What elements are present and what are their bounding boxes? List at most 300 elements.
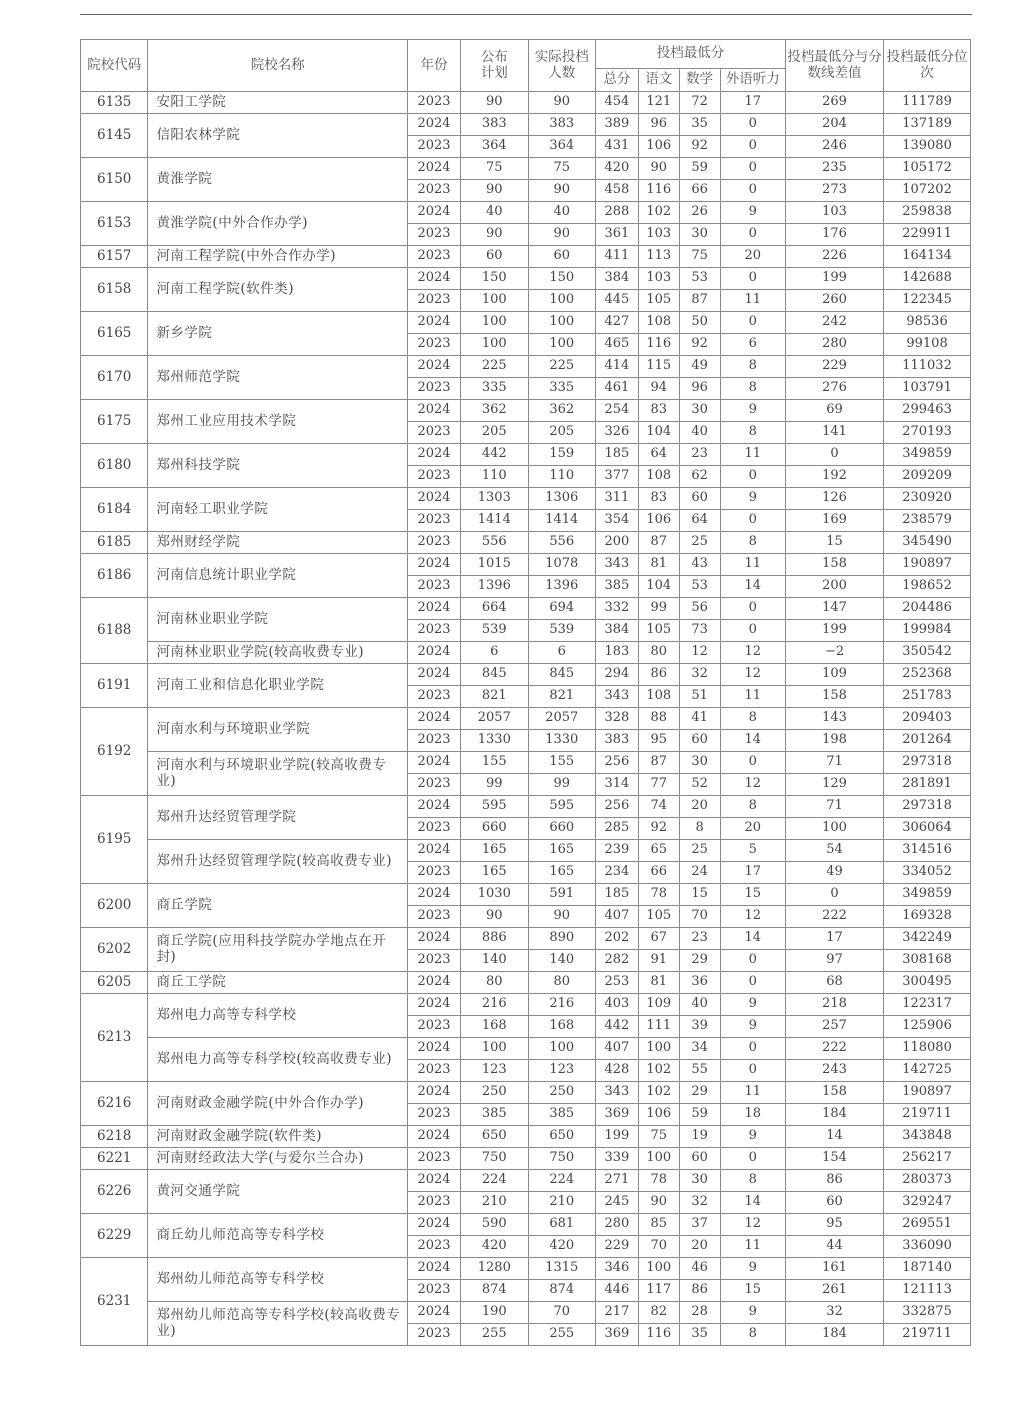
year-cell: 2024	[407, 928, 460, 950]
listening-cell: 8	[720, 1324, 785, 1346]
rank-cell: 306064	[884, 818, 971, 840]
year-cell: 2024	[407, 994, 460, 1016]
table-row	[81, 1170, 971, 1192]
diff-cell: 147	[785, 598, 883, 620]
header-code: 院校代码	[81, 40, 148, 92]
table-row	[81, 1302, 971, 1324]
listening-cell: 8	[720, 532, 785, 554]
total-cell: 234	[595, 862, 638, 884]
total-cell: 383	[595, 730, 638, 752]
total-cell: 185	[595, 884, 638, 906]
school-name: 郑州幼儿师范高等专科学校	[148, 1258, 408, 1302]
total-cell: 384	[595, 620, 638, 642]
header-year: 年份	[407, 40, 460, 92]
actual-cell: 364	[528, 136, 595, 158]
chinese-cell: 92	[638, 818, 679, 840]
listening-cell: 9	[720, 1258, 785, 1280]
math-cell: 53	[679, 576, 720, 598]
actual-cell: 539	[528, 620, 595, 642]
math-cell: 24	[679, 862, 720, 884]
math-cell: 70	[679, 906, 720, 928]
listening-cell: 11	[720, 686, 785, 708]
plan-cell: 224	[461, 1170, 528, 1192]
rank-cell: 111789	[884, 92, 971, 114]
diff-cell: 276	[785, 378, 883, 400]
year-cell: 2023	[407, 686, 460, 708]
chinese-cell: 78	[638, 1170, 679, 1192]
diff-cell: 200	[785, 576, 883, 598]
math-cell: 40	[679, 994, 720, 1016]
total-cell: 454	[595, 92, 638, 114]
plan-cell: 165	[461, 862, 528, 884]
listening-cell: 0	[720, 620, 785, 642]
math-cell: 60	[679, 488, 720, 510]
math-cell: 29	[679, 1082, 720, 1104]
chinese-cell: 67	[638, 928, 679, 950]
year-cell: 2024	[407, 488, 460, 510]
plan-cell: 886	[461, 928, 528, 950]
total-cell: 465	[595, 334, 638, 356]
rank-cell: 259838	[884, 202, 971, 224]
plan-cell: 385	[461, 1104, 528, 1126]
year-cell: 2024	[407, 884, 460, 906]
chinese-cell: 66	[638, 862, 679, 884]
actual-cell: 99	[528, 774, 595, 796]
diff-cell: 176	[785, 224, 883, 246]
school-code: 6145	[81, 114, 148, 158]
diff-cell: 15	[785, 532, 883, 554]
math-cell: 15	[679, 884, 720, 906]
listening-cell: 11	[720, 554, 785, 576]
total-cell: 377	[595, 466, 638, 488]
rank-cell: 142725	[884, 1060, 971, 1082]
year-cell: 2023	[407, 862, 460, 884]
plan-cell: 210	[461, 1192, 528, 1214]
school-name: 郑州电力高等专科学校	[148, 994, 408, 1038]
year-cell: 2024	[407, 1214, 460, 1236]
year-cell: 2023	[407, 730, 460, 752]
total-cell: 346	[595, 1258, 638, 1280]
plan-cell: 75	[461, 158, 528, 180]
year-cell: 2024	[407, 1302, 460, 1324]
school-code: 6226	[81, 1170, 148, 1214]
total-cell: 407	[595, 906, 638, 928]
table-row	[81, 884, 971, 906]
diff-cell: 69	[785, 400, 883, 422]
chinese-cell: 78	[638, 884, 679, 906]
table-row	[81, 1214, 971, 1236]
actual-cell: 650	[528, 1126, 595, 1148]
actual-cell: 90	[528, 224, 595, 246]
plan-cell: 225	[461, 356, 528, 378]
total-cell: 280	[595, 1214, 638, 1236]
listening-cell: 14	[720, 576, 785, 598]
math-cell: 75	[679, 246, 720, 268]
actual-cell: 159	[528, 444, 595, 466]
rank-cell: 342249	[884, 928, 971, 950]
school-name: 郑州升达经贸管理学院(较高收费专业)	[148, 840, 408, 884]
total-cell: 445	[595, 290, 638, 312]
plan-cell: 335	[461, 378, 528, 400]
math-cell: 64	[679, 510, 720, 532]
math-cell: 19	[679, 1126, 720, 1148]
total-cell: 389	[595, 114, 638, 136]
diff-cell: 0	[785, 884, 883, 906]
year-cell: 2023	[407, 1236, 460, 1258]
math-cell: 30	[679, 752, 720, 774]
actual-cell: 681	[528, 1214, 595, 1236]
rank-cell: 299463	[884, 400, 971, 422]
header-plan: 公布计划	[461, 40, 528, 92]
chinese-cell: 105	[638, 290, 679, 312]
plan-cell: 2057	[461, 708, 528, 730]
total-cell: 229	[595, 1236, 638, 1258]
diff-cell: 198	[785, 730, 883, 752]
plan-cell: 255	[461, 1324, 528, 1346]
diff-cell: 32	[785, 1302, 883, 1324]
listening-cell: 0	[720, 1148, 785, 1170]
plan-cell: 874	[461, 1280, 528, 1302]
rank-cell: 209403	[884, 708, 971, 730]
chinese-cell: 102	[638, 1060, 679, 1082]
top-rule	[80, 14, 972, 15]
actual-cell: 80	[528, 972, 595, 994]
diff-cell: 204	[785, 114, 883, 136]
plan-cell: 90	[461, 224, 528, 246]
rank-cell: 336090	[884, 1236, 971, 1258]
table-row	[81, 972, 971, 994]
rank-cell: 122345	[884, 290, 971, 312]
diff-cell: 229	[785, 356, 883, 378]
listening-cell: 9	[720, 488, 785, 510]
table-row	[81, 554, 971, 576]
school-code: 6135	[81, 92, 148, 114]
total-cell: 427	[595, 312, 638, 334]
listening-cell: 12	[720, 664, 785, 686]
school-code: 6157	[81, 246, 148, 268]
math-cell: 26	[679, 202, 720, 224]
chinese-cell: 105	[638, 620, 679, 642]
plan-cell: 660	[461, 818, 528, 840]
chinese-cell: 104	[638, 576, 679, 598]
plan-cell: 155	[461, 752, 528, 774]
listening-cell: 0	[720, 510, 785, 532]
total-cell: 314	[595, 774, 638, 796]
year-cell: 2024	[407, 1038, 460, 1060]
rank-cell: 105172	[884, 158, 971, 180]
school-name: 郑州工业应用技术学院	[148, 400, 408, 444]
listening-cell: 8	[720, 422, 785, 444]
actual-cell: 224	[528, 1170, 595, 1192]
year-cell: 2024	[407, 708, 460, 730]
school-name: 河南林业职业学院	[148, 598, 408, 642]
actual-cell: 383	[528, 114, 595, 136]
school-name: 河南财经政法大学(与爱尔兰合办)	[148, 1148, 408, 1170]
total-cell: 328	[595, 708, 638, 730]
chinese-cell: 103	[638, 268, 679, 290]
header-actual: 实际投档人数	[528, 40, 595, 92]
plan-cell: 100	[461, 312, 528, 334]
diff-cell: 169	[785, 510, 883, 532]
table-row	[81, 488, 971, 510]
chinese-cell: 64	[638, 444, 679, 466]
actual-cell: 1306	[528, 488, 595, 510]
header-math: 数学	[679, 69, 720, 92]
listening-cell: 18	[720, 1104, 785, 1126]
rank-cell: 281891	[884, 774, 971, 796]
school-name: 郑州升达经贸管理学院	[148, 796, 408, 840]
listening-cell: 0	[720, 114, 785, 136]
plan-cell: 123	[461, 1060, 528, 1082]
year-cell: 2023	[407, 1280, 460, 1302]
plan-cell: 99	[461, 774, 528, 796]
chinese-cell: 121	[638, 92, 679, 114]
actual-cell: 821	[528, 686, 595, 708]
year-cell: 2024	[407, 356, 460, 378]
header-chinese: 语文	[638, 69, 679, 92]
year-cell: 2023	[407, 576, 460, 598]
listening-cell: 15	[720, 884, 785, 906]
actual-cell: 123	[528, 1060, 595, 1082]
math-cell: 60	[679, 730, 720, 752]
diff-cell: 49	[785, 862, 883, 884]
diff-cell: 129	[785, 774, 883, 796]
rank-cell: 334052	[884, 862, 971, 884]
total-cell: 217	[595, 1302, 638, 1324]
rank-cell: 111032	[884, 356, 971, 378]
math-cell: 34	[679, 1038, 720, 1060]
listening-cell: 0	[720, 312, 785, 334]
math-cell: 86	[679, 1280, 720, 1302]
listening-cell: 0	[720, 268, 785, 290]
diff-cell: 158	[785, 554, 883, 576]
diff-cell: 100	[785, 818, 883, 840]
school-name: 河南水利与环境职业学院(较高收费专业)	[148, 752, 408, 796]
plan-cell: 1015	[461, 554, 528, 576]
total-cell: 442	[595, 1016, 638, 1038]
diff-cell: 280	[785, 334, 883, 356]
rank-cell: 332875	[884, 1302, 971, 1324]
math-cell: 73	[679, 620, 720, 642]
actual-cell: 210	[528, 1192, 595, 1214]
rank-cell: 125906	[884, 1016, 971, 1038]
math-cell: 35	[679, 114, 720, 136]
math-cell: 28	[679, 1302, 720, 1324]
header-total: 总分	[595, 69, 638, 92]
school-name: 商丘学院(应用科技学院办学地点在开封)	[148, 928, 408, 972]
plan-cell: 650	[461, 1126, 528, 1148]
chinese-cell: 106	[638, 1104, 679, 1126]
year-cell: 2024	[407, 642, 460, 664]
year-cell: 2023	[407, 906, 460, 928]
plan-cell: 40	[461, 202, 528, 224]
school-name: 郑州财经学院	[148, 532, 408, 554]
plan-cell: 664	[461, 598, 528, 620]
year-cell: 2024	[407, 1082, 460, 1104]
year-cell: 2024	[407, 400, 460, 422]
year-cell: 2023	[407, 774, 460, 796]
listening-cell: 12	[720, 642, 785, 664]
actual-cell: 225	[528, 356, 595, 378]
chinese-cell: 116	[638, 1324, 679, 1346]
chinese-cell: 99	[638, 598, 679, 620]
total-cell: 294	[595, 664, 638, 686]
table-row	[81, 246, 971, 268]
plan-cell: 1280	[461, 1258, 528, 1280]
actual-cell: 155	[528, 752, 595, 774]
table-row	[81, 1038, 971, 1060]
math-cell: 25	[679, 840, 720, 862]
actual-cell: 890	[528, 928, 595, 950]
rank-cell: 103791	[884, 378, 971, 400]
table-row	[81, 994, 971, 1016]
header-listening: 外语听力	[720, 69, 785, 92]
chinese-cell: 80	[638, 642, 679, 664]
table-row	[81, 598, 971, 620]
table-body	[81, 92, 971, 1346]
listening-cell: 0	[720, 224, 785, 246]
year-cell: 2024	[407, 796, 460, 818]
plan-cell: 165	[461, 840, 528, 862]
plan-cell: 90	[461, 92, 528, 114]
total-cell: 285	[595, 818, 638, 840]
school-name: 河南水利与环境职业学院	[148, 708, 408, 752]
diff-cell: 184	[785, 1324, 883, 1346]
rank-cell: 230920	[884, 488, 971, 510]
math-cell: 30	[679, 400, 720, 422]
listening-cell: 8	[720, 1170, 785, 1192]
school-code: 6191	[81, 664, 148, 708]
diff-cell: 226	[785, 246, 883, 268]
header-rank: 投档最低分位次	[884, 40, 971, 92]
chinese-cell: 100	[638, 1258, 679, 1280]
rank-cell: 251783	[884, 686, 971, 708]
diff-cell: 192	[785, 466, 883, 488]
actual-cell: 845	[528, 664, 595, 686]
table-row	[81, 1126, 971, 1148]
plan-cell: 539	[461, 620, 528, 642]
school-code: 6221	[81, 1148, 148, 1170]
total-cell: 458	[595, 180, 638, 202]
plan-cell: 1330	[461, 730, 528, 752]
school-code: 6186	[81, 554, 148, 598]
rank-cell: 198652	[884, 576, 971, 598]
diff-cell: 86	[785, 1170, 883, 1192]
actual-cell: 168	[528, 1016, 595, 1038]
total-cell: 384	[595, 268, 638, 290]
chinese-cell: 83	[638, 400, 679, 422]
rank-cell: 190897	[884, 554, 971, 576]
chinese-cell: 77	[638, 774, 679, 796]
actual-cell: 90	[528, 92, 595, 114]
chinese-cell: 102	[638, 202, 679, 224]
table-row	[81, 928, 971, 950]
math-cell: 20	[679, 796, 720, 818]
listening-cell: 9	[720, 400, 785, 422]
school-name: 河南轻工职业学院	[148, 488, 408, 532]
listening-cell: 20	[720, 818, 785, 840]
rank-cell: 187140	[884, 1258, 971, 1280]
listening-cell: 0	[720, 1060, 785, 1082]
table-row	[81, 400, 971, 422]
total-cell: 420	[595, 158, 638, 180]
math-cell: 40	[679, 422, 720, 444]
year-cell: 2023	[407, 92, 460, 114]
header-name: 院校名称	[148, 40, 408, 92]
diff-cell: 95	[785, 1214, 883, 1236]
math-cell: 36	[679, 972, 720, 994]
total-cell: 411	[595, 246, 638, 268]
total-cell: 407	[595, 1038, 638, 1060]
total-cell: 282	[595, 950, 638, 972]
chinese-cell: 83	[638, 488, 679, 510]
rank-cell: 142688	[884, 268, 971, 290]
year-cell: 2023	[407, 1192, 460, 1214]
chinese-cell: 81	[638, 972, 679, 994]
rank-cell: 219711	[884, 1104, 971, 1126]
plan-cell: 1303	[461, 488, 528, 510]
school-name: 安阳工学院	[148, 92, 408, 114]
total-cell: 254	[595, 400, 638, 422]
school-name: 商丘工学院	[148, 972, 408, 994]
rank-cell: 204486	[884, 598, 971, 620]
chinese-cell: 100	[638, 1148, 679, 1170]
plan-cell: 845	[461, 664, 528, 686]
diff-cell: 222	[785, 1038, 883, 1060]
math-cell: 23	[679, 928, 720, 950]
school-code: 6195	[81, 796, 148, 884]
rank-cell: 238579	[884, 510, 971, 532]
math-cell: 52	[679, 774, 720, 796]
rank-cell: 270193	[884, 422, 971, 444]
chinese-cell: 82	[638, 1302, 679, 1324]
rank-cell: 118080	[884, 1038, 971, 1060]
plan-cell: 362	[461, 400, 528, 422]
table-row	[81, 202, 971, 224]
listening-cell: 6	[720, 334, 785, 356]
plan-cell: 168	[461, 1016, 528, 1038]
table-row	[81, 1258, 971, 1280]
rank-cell: 107202	[884, 180, 971, 202]
plan-cell: 1414	[461, 510, 528, 532]
listening-cell: 8	[720, 356, 785, 378]
chinese-cell: 109	[638, 994, 679, 1016]
actual-cell: 250	[528, 1082, 595, 1104]
math-cell: 87	[679, 290, 720, 312]
header-diff: 投档最低分与分数线差值	[785, 40, 883, 92]
listening-cell: 0	[720, 180, 785, 202]
math-cell: 50	[679, 312, 720, 334]
actual-cell: 335	[528, 378, 595, 400]
actual-cell: 165	[528, 840, 595, 862]
table-row	[81, 356, 971, 378]
listening-cell: 14	[720, 730, 785, 752]
math-cell: 39	[679, 1016, 720, 1038]
total-cell: 461	[595, 378, 638, 400]
year-cell: 2024	[407, 840, 460, 862]
math-cell: 96	[679, 378, 720, 400]
listening-cell: 17	[720, 92, 785, 114]
listening-cell: 14	[720, 928, 785, 950]
table-row	[81, 532, 971, 554]
year-cell: 2023	[407, 466, 460, 488]
diff-cell: 161	[785, 1258, 883, 1280]
actual-cell: 1078	[528, 554, 595, 576]
diff-cell: 243	[785, 1060, 883, 1082]
year-cell: 2023	[407, 532, 460, 554]
listening-cell: 0	[720, 1038, 785, 1060]
diff-cell: 97	[785, 950, 883, 972]
